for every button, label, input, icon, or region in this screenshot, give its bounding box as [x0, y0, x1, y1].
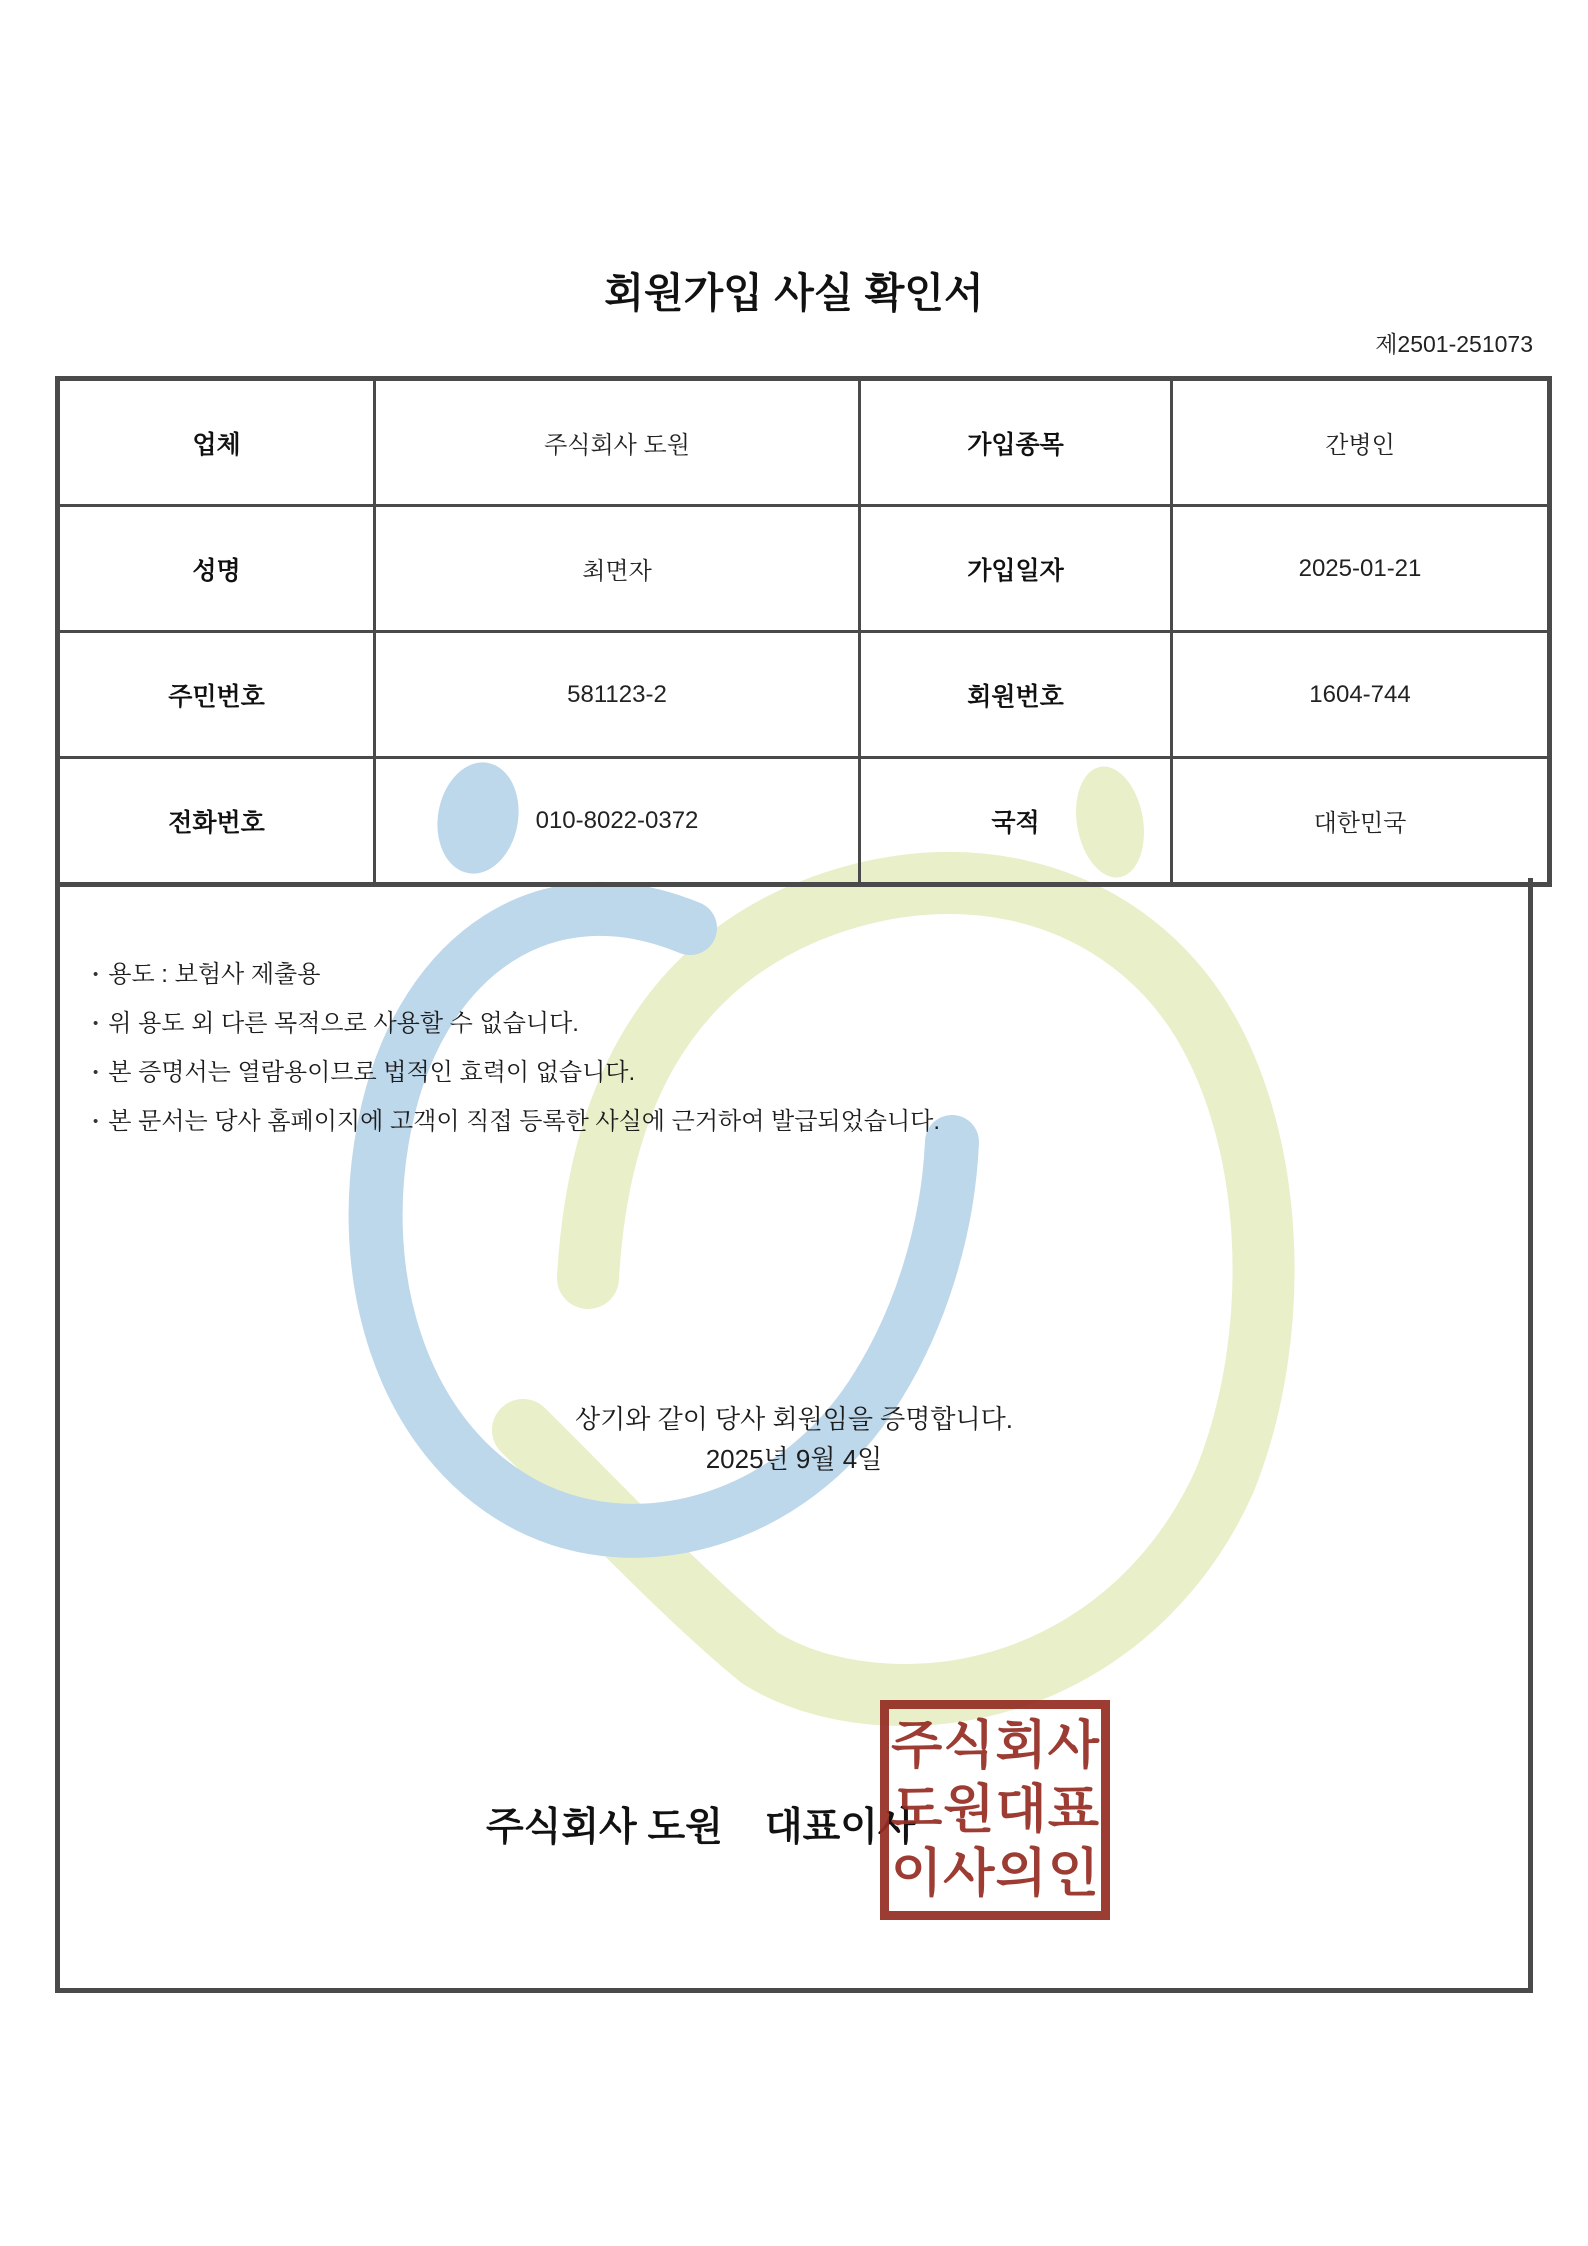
bullet-icon: • [93, 1113, 99, 1130]
certification-statement: 상기와 같이 당사 회원임을 증명합니다. [575, 1404, 1013, 1434]
resident-number-label: 주민번호 [58, 632, 375, 758]
page-title: 회원가입 사실 확인서 [604, 270, 984, 316]
member-info-table [55, 376, 1552, 887]
note-text: 본 증명서는 열람용이므로 법적인 효력이 없습니다. [108, 1059, 636, 1086]
phone-number-label: 전화번호 [58, 758, 375, 885]
issuer-representative-title: 대표이사 [764, 1806, 916, 1849]
join-date-value: 2025-01-21 [1172, 506, 1550, 632]
join-date-label: 가입일자 [860, 506, 1172, 632]
issue-date: 2025년 9월 4일 [705, 1444, 883, 1474]
table-row [58, 758, 1550, 885]
note-text: 위 용도 외 다른 목적으로 사용할 수 없습니다. [108, 1010, 579, 1037]
table-row [58, 379, 1550, 506]
table-row [58, 506, 1550, 632]
table-row [58, 632, 1550, 758]
note-item [93, 960, 320, 990]
note-item [93, 1107, 940, 1137]
phone-number-value: 010-8022-0372 [375, 758, 860, 885]
company-value: 주식회사 도원 [375, 379, 860, 506]
name-label: 성명 [58, 506, 375, 632]
nationality-value: 대한민국 [1172, 758, 1550, 885]
company-label: 업체 [58, 379, 375, 506]
document-number: 제2501-251073 [1375, 331, 1533, 357]
resident-number-value: 581123-2 [375, 632, 860, 758]
corporate-seal [880, 1700, 1110, 1920]
issuer-company-name: 주식회사 도원 [486, 1806, 723, 1849]
note-item [93, 1009, 579, 1039]
member-number-label: 회원번호 [860, 632, 1172, 758]
bullet-icon: • [93, 966, 99, 983]
note-item [93, 1058, 635, 1088]
nationality-label: 국적 [860, 758, 1172, 885]
join-category-label: 가입종목 [860, 379, 1172, 506]
seal-text-row: 도원대표 [890, 1781, 1100, 1839]
member-number-value: 1604-744 [1172, 632, 1550, 758]
bullet-icon: • [93, 1064, 99, 1081]
issuer-line [486, 1796, 916, 1852]
note-text: 본 문서는 당사 홈페이지에 고객이 직접 등록한 사실에 근거하여 발급되었습니다. [108, 1108, 941, 1135]
seal-text-row: 이사의인 [890, 1845, 1100, 1903]
bullet-icon: • [93, 1015, 99, 1032]
name-value: 최면자 [375, 506, 860, 632]
note-text: 용도 : 보험사 제출용 [108, 961, 321, 988]
seal-text-row: 주식회사 [890, 1717, 1100, 1775]
join-category-value: 간병인 [1172, 379, 1550, 506]
